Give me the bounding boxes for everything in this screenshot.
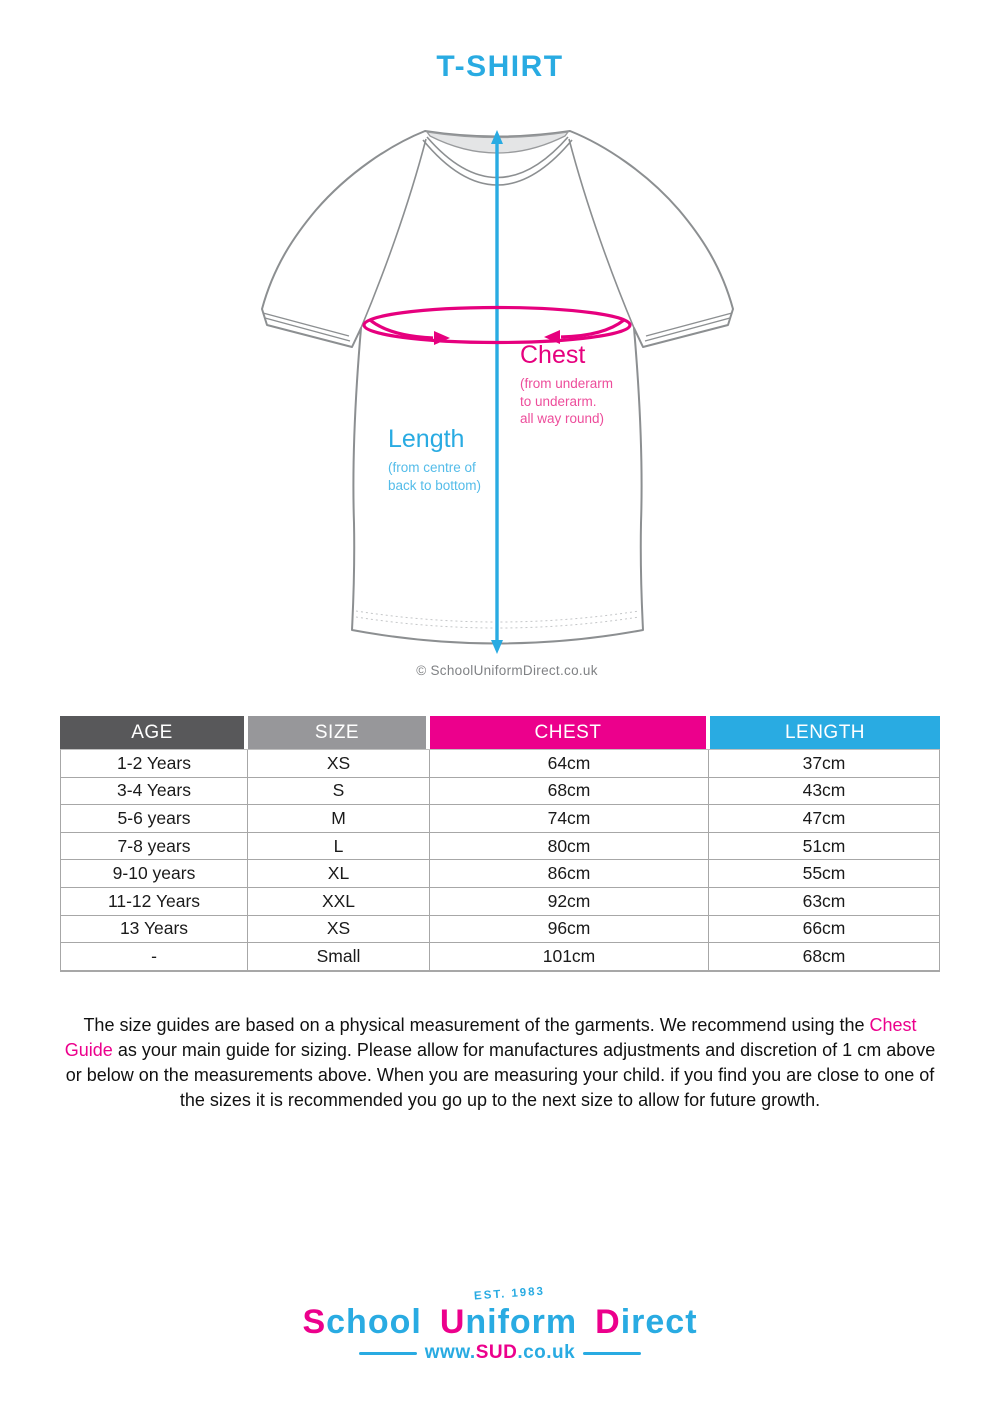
- size-table-header: [60, 716, 940, 749]
- chest-note-line: to underarm.: [520, 393, 597, 409]
- table-row: [61, 778, 939, 806]
- table-cell: 101cm: [429, 943, 708, 970]
- chest-guide-highlight: Chest Guide: [64, 1015, 917, 1060]
- table-cell: 47cm: [708, 805, 939, 832]
- table-header-age: AGE: [60, 716, 244, 749]
- table-cell: 11-12 Years: [107, 890, 201, 911]
- table-row: [61, 888, 939, 916]
- logo-url-sud: SUD: [475, 1342, 518, 1363]
- table-cell: 5-6 years: [117, 807, 191, 828]
- logo-wordmark: [0, 1303, 1000, 1342]
- tagline-rule-right: [583, 1352, 641, 1355]
- table-cell: 74cm: [429, 805, 708, 832]
- table-cell: Small: [247, 943, 429, 970]
- logo-tagline: [0, 1342, 1000, 1364]
- table-cell: 13 Years: [119, 918, 189, 939]
- tagline-rule-left: [359, 1352, 417, 1355]
- table-cell: 3-4 Years: [117, 780, 191, 801]
- logo-url: [425, 1342, 575, 1364]
- table-cell: 51cm: [708, 833, 939, 860]
- table-cell: 9-10 years: [112, 863, 196, 884]
- table-cell: 63cm: [708, 888, 939, 915]
- table-cell: 66cm: [708, 916, 939, 943]
- table-header-length: LENGTH: [710, 716, 940, 749]
- table-cell: 68cm: [708, 943, 939, 970]
- table-row: [61, 750, 939, 778]
- page-title: T-SHIRT: [436, 50, 564, 83]
- table-cell: 7-8 years: [117, 835, 191, 856]
- logo-word-direct: [595, 1303, 697, 1341]
- table-cell: 80cm: [429, 833, 708, 860]
- logo-word-initial: S: [302, 1303, 327, 1341]
- table-cell: 55cm: [708, 860, 939, 887]
- sizing-note-text: The size guides are based on a physical measurement of the garments. We recommend using the: [83, 1015, 870, 1035]
- sizing-note: [58, 1013, 942, 1113]
- chest-measure-label: Chest: [520, 341, 586, 369]
- table-cell: M: [247, 805, 429, 832]
- table-row: [61, 860, 939, 888]
- table-row: [61, 833, 939, 861]
- tshirt-illustration: [250, 113, 750, 673]
- logo-word-rest: chool: [326, 1303, 422, 1341]
- table-cell: L: [247, 833, 429, 860]
- chest-note-line: (from underarm: [520, 376, 614, 391]
- logo-word-rest: irect: [620, 1303, 698, 1341]
- logo-word-initial: U: [439, 1303, 466, 1341]
- table-row: [61, 805, 939, 833]
- table-cell: 43cm: [708, 778, 939, 805]
- length-note-line: (from centre of: [388, 460, 476, 475]
- table-row: [61, 916, 939, 944]
- sizing-note-text: as your main guide for sizing. Please allow for manufactures adjustments and discretion of 1 cm above or below on the measurements above. When you are measuring your child. if you find you are close to one of the sizes it is recommended you go up to the next size to allow for future growth.: [65, 1040, 936, 1110]
- table-cell: 92cm: [429, 888, 708, 915]
- table-header-chest: CHEST: [430, 716, 706, 749]
- table-cell: XL: [247, 860, 429, 887]
- table-cell: 1-2 Years: [117, 752, 191, 773]
- length-measure-note: [388, 459, 481, 494]
- table-cell: 64cm: [429, 750, 708, 777]
- table-cell: XS: [247, 750, 429, 777]
- copyright-text: © SchoolUniformDirect.co.uk: [416, 663, 598, 678]
- table-cell: XS: [247, 916, 429, 943]
- logo-word-school: [302, 1303, 421, 1341]
- table-cell: XXL: [247, 888, 429, 915]
- length-measure-label: Length: [388, 425, 465, 453]
- length-note-line: back to bottom): [388, 477, 482, 493]
- logo-word-rest: niform: [465, 1303, 578, 1341]
- table-cell: -: [151, 945, 157, 966]
- logo-est-text: EST. 1983: [474, 1285, 546, 1303]
- logo-url-couk: .co.uk: [517, 1342, 576, 1363]
- table-cell: 68cm: [429, 778, 708, 805]
- logo-word-initial: D: [595, 1303, 621, 1341]
- logo-word-uniform: [440, 1303, 577, 1341]
- table-cell: 37cm: [708, 750, 939, 777]
- chest-note-line: all way round): [520, 411, 605, 426]
- chest-measure-note: [520, 375, 613, 428]
- size-table-body: [60, 749, 940, 972]
- table-cell: S: [247, 778, 429, 805]
- size-table: [60, 716, 940, 972]
- brand-logo: [0, 1284, 1000, 1364]
- logo-url-www: www.: [424, 1342, 476, 1363]
- table-row: [61, 943, 939, 971]
- tshirt-diagram: [250, 113, 750, 673]
- table-cell: 86cm: [429, 860, 708, 887]
- table-cell: 96cm: [429, 916, 708, 943]
- table-header-size: SIZE: [248, 716, 426, 749]
